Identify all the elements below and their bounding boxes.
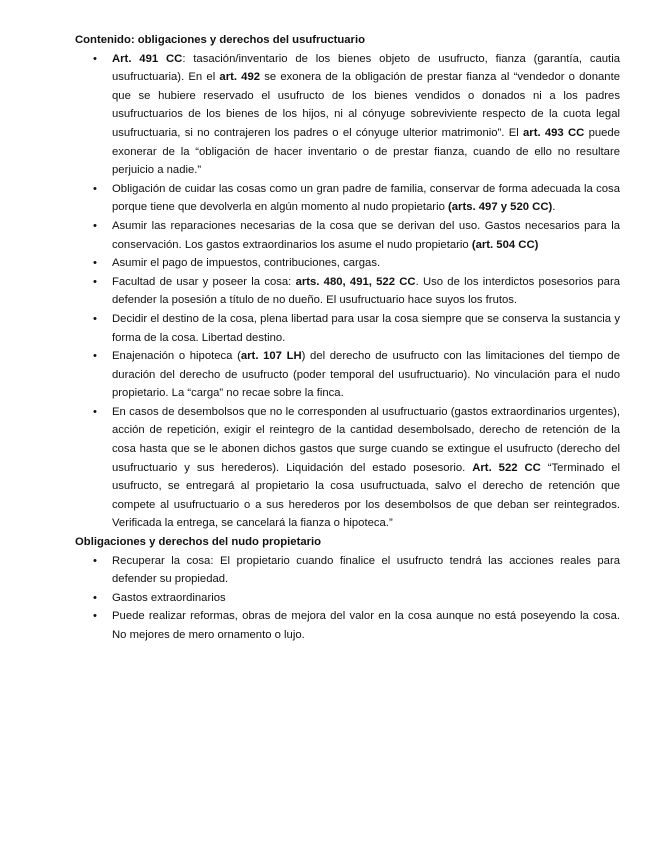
item-text: Recuperar la cosa: El propietario cuando finalice el usufructo tendrá las acciones reales para defender su propiedad.	[112, 554, 620, 586]
usufructuario-obligations-list	[75, 50, 620, 533]
list-item	[112, 310, 620, 347]
item-text: puede exonerar de la “obligación de hacer inventario o de prestar fianza, cuando de ello no resultare perjuicio a nadie.”	[112, 126, 620, 177]
legal-reference: Art. 522 CC	[472, 461, 541, 474]
legal-reference: (arts. 497 y 520 CC)	[448, 201, 553, 214]
list-item	[112, 180, 620, 217]
item-text: ) del derecho de usufructo con las limitaciones del tiempo de duración del derecho de usufructo (poder temporal del usufructuario). No vinculación para el nudo propietario. La “carga” no recae sobre la finca.	[112, 350, 620, 400]
item-text: En casos de desembolsos que no le corresponden al usufructuario (gastos extraordinarios urgentes), acción de repetición, exigir el reintegro de la cantidad desembolsado, derecho de retención de la cosa hasta que se le abonen dichos gastos que surge cuando se extingue el usufructo (derecho del usufructuario y sus herederos). Liquidación del estado posesorio.	[112, 405, 620, 474]
item-text: Facultad de usar y poseer la cosa:	[112, 275, 296, 288]
item-text: .	[552, 201, 556, 214]
legal-reference: art. 492	[219, 71, 261, 84]
section-heading-usufructuario: Contenido: obligaciones y derechos del usufructuario	[75, 34, 365, 46]
section-heading-nudo-propietario: Obligaciones y derechos del nudo propietario	[75, 536, 322, 549]
list-item	[112, 347, 620, 403]
item-text: “Terminado el usufructo, se entregará al propietario la cosa usufructuada, salvo el derecho de retención que compete al usufructuario o a sus herederos por los desembolsos de que deban ser reintegrados. Verificada la entrega, se cancelará la fianza o hipoteca.”	[112, 461, 621, 530]
legal-reference: (art. 504 CC)	[471, 238, 539, 251]
legal-reference: art. 493 CC	[523, 126, 585, 139]
legal-reference: arts. 480, 491, 522 CC	[295, 275, 416, 288]
list-item	[112, 607, 620, 644]
item-text: : tasación/inventario de los bienes objeto de usufructo, fianza (garantía, cautia usufructuaria). En el	[112, 52, 620, 84]
nudo-propietario-obligations-list	[75, 552, 620, 645]
list-item	[112, 403, 620, 533]
legal-reference: art. 107 LH	[240, 350, 302, 363]
item-text: se exonera de la obligación de prestar fianza al “vendedor o donante que se hubiere reservado el usufructo de los bienes vendidos o donados ni a los padres usufructuarios de los bienes de los hijos, ni al cónyuge sobreviviente respecto de la cuota legal usufructuaria, si no contrajeren los padres o el cónyuge ulterior matrimonio”. El	[112, 71, 620, 139]
legal-reference: Art. 491 CC	[112, 52, 183, 65]
item-text: Decidir el destino de la cosa, plena libertad para usar la cosa siempre que se conserva la sustancia y forma de la cosa. Libertad destino.	[112, 312, 620, 344]
item-text: Enajenación o hipoteca (	[112, 350, 241, 363]
item-text: . Uso de los interdictos posesorios para defender la posesión a título de no dueño. El usufructuario hace suyos los frutos.	[112, 275, 620, 307]
list-item	[112, 50, 620, 180]
item-text: Puede realizar reformas, obras de mejora del valor en la cosa aunque no está poseyendo la cosa. No mejores de mero ornamento o lujo.	[112, 610, 620, 641]
list-item	[112, 589, 620, 608]
list-item	[112, 273, 620, 310]
item-text: Obligación de cuidar las cosas como un gran padre de familia, conservar de forma adecuada la cosa porque tiene que devolverla en algún momento al nudo propietario	[112, 182, 620, 214]
item-text: Gastos extraordinarios	[112, 591, 226, 604]
list-item	[112, 552, 620, 589]
item-text: Asumir el pago de impuestos, contribuciones, cargas.	[112, 257, 381, 270]
list-item	[112, 254, 620, 273]
list-item	[112, 217, 620, 254]
item-text: Asumir las reparaciones necesarias de la cosa que se derivan del uso. Gastos necesarios para la conservación. Los gastos extraordinarios los asume el nudo propietario	[112, 219, 620, 251]
